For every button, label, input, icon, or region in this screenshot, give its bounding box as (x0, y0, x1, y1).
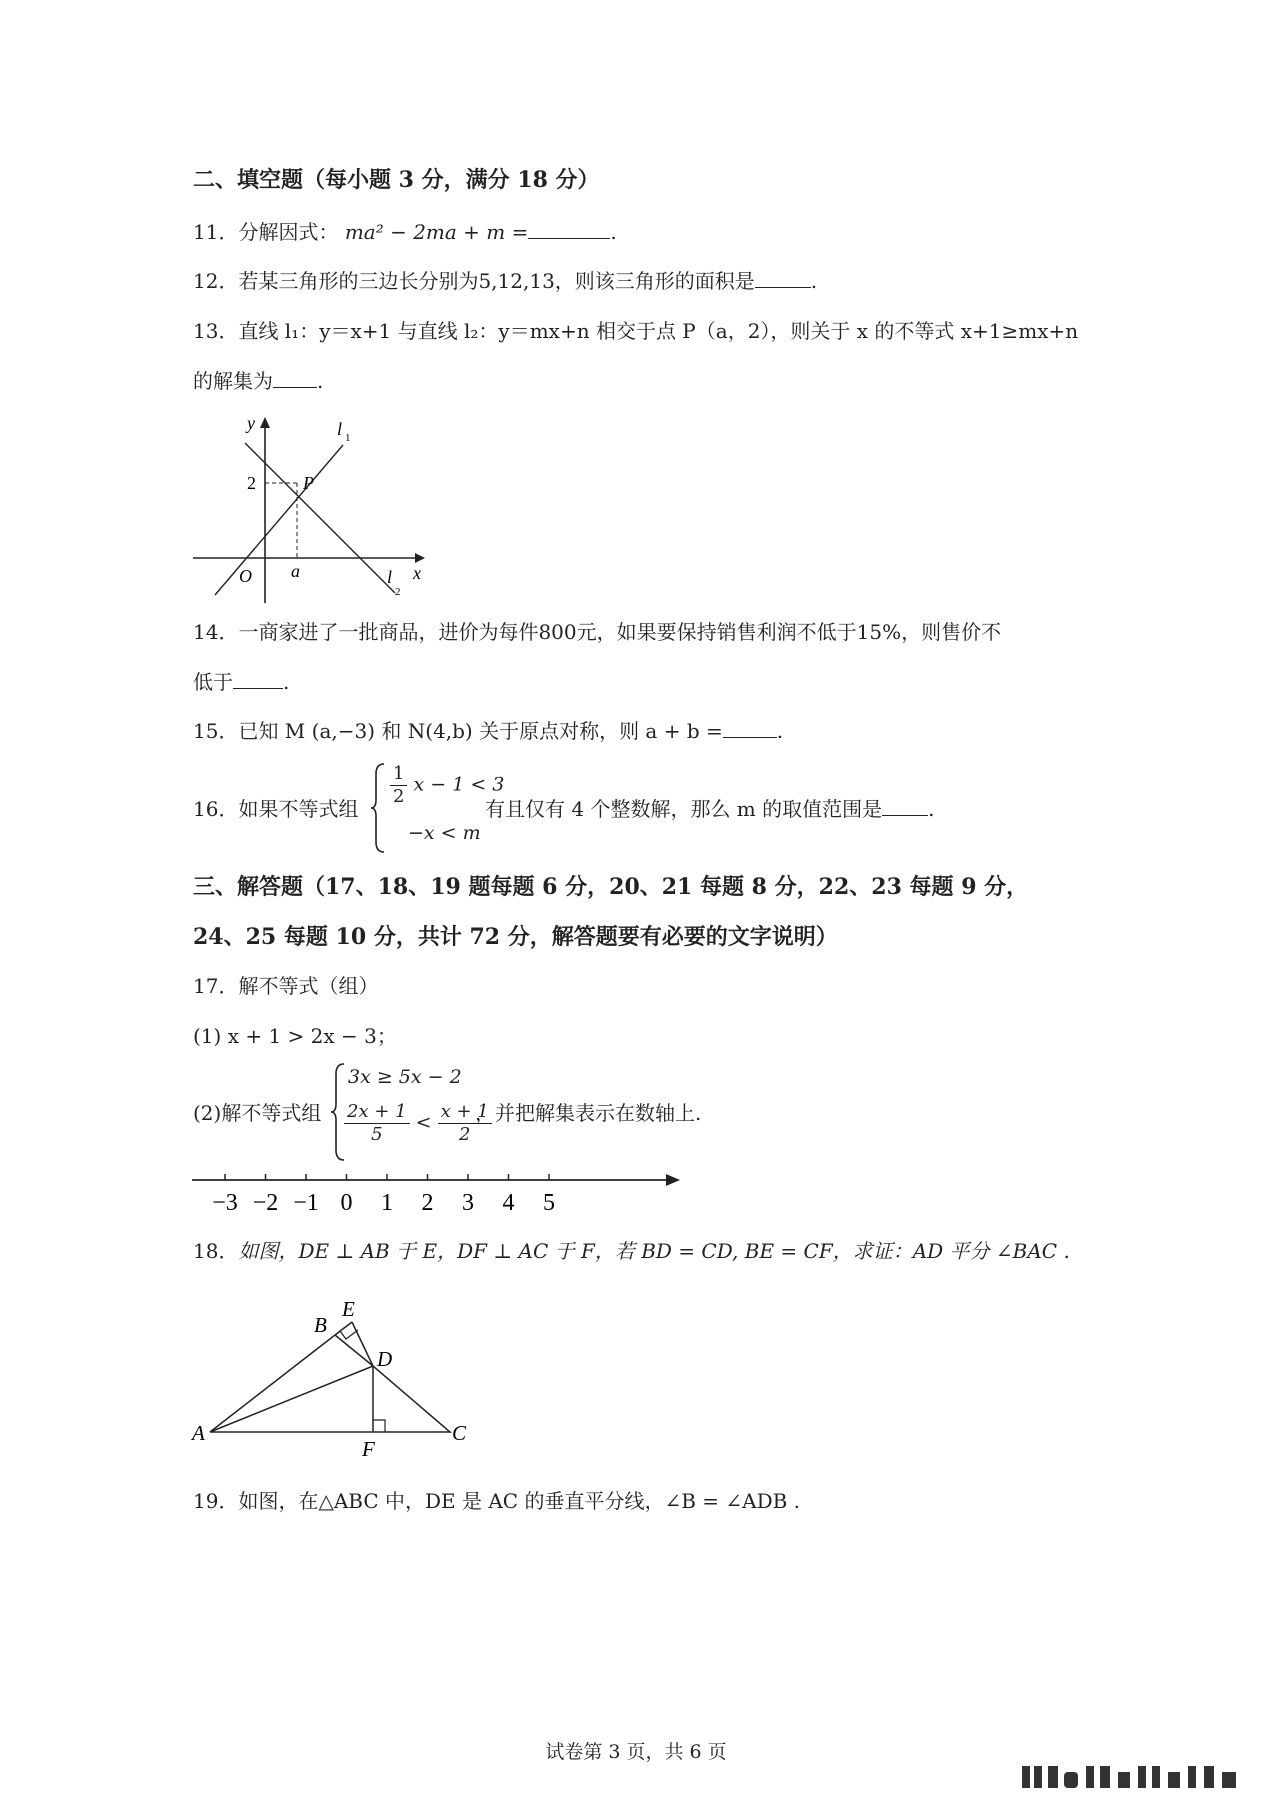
origin-label: O (239, 566, 252, 586)
number-line-arrow (666, 1174, 680, 1186)
q14-number: 14． (193, 620, 239, 644)
q15-period: . (776, 719, 784, 743)
vertex-b-label: B (314, 1313, 327, 1337)
segment-bd (335, 1335, 373, 1366)
q17-part-2-label: (2)解不等式组 (193, 1101, 322, 1125)
question-14-line-2 (193, 668, 289, 696)
corner-watermark-icon (1022, 1762, 1252, 1792)
x-axis-arrow (415, 553, 425, 563)
q13-text: 直线 l₁：y＝x+1 与直线 l₂：y＝mx+n 相交于点 P（a，2），则关于 x 的不等式 x+1≥mx+n (238, 319, 1079, 343)
triangle-adc (210, 1366, 450, 1432)
number-line-label: 1 (381, 1190, 393, 1216)
q11-number: 11． (193, 220, 239, 244)
question-18 (193, 1237, 1070, 1265)
q17-part-2-post: ，并把解集表示在数轴上. (475, 1101, 702, 1125)
q14-period: . (283, 670, 290, 694)
q13-text-2: 的解集为 (193, 369, 273, 393)
question-17 (193, 972, 378, 1000)
q17-number-line (190, 1160, 690, 1230)
q17-title: 解不等式（组） (238, 974, 379, 998)
tick-label-2: 2 (247, 473, 256, 493)
line-l2 (245, 443, 395, 593)
question-13-line-2 (193, 367, 323, 395)
question-11 (193, 218, 617, 246)
q17-fraction-1: $\frac{2x + 1}{5}$ (344, 1101, 410, 1146)
q14-answer-blank[interactable] (233, 670, 283, 689)
question-14-line-1 (193, 618, 1001, 646)
q16-post (485, 795, 934, 823)
q17-part-1: (1) x + 1 > 2x − 3； (193, 1024, 397, 1048)
l1-subscript: 1 (345, 432, 351, 444)
q13-period: . (317, 369, 324, 393)
x-axis-label: x (413, 563, 421, 583)
number-line-label: 4 (502, 1190, 515, 1216)
segment-be (335, 1322, 352, 1335)
vertex-f-label: F (362, 1437, 375, 1460)
q12-period: . (810, 269, 818, 293)
question-15 (193, 717, 783, 745)
q16-inequality-2: −x < m (408, 822, 481, 844)
q15-answer-blank[interactable] (723, 719, 777, 738)
q12-answer-blank[interactable] (755, 269, 811, 288)
q16-pre-text: 如果不等式组 (238, 797, 359, 821)
section-2-heading: 二、填空题（每小题 3 分，满分 18 分） (193, 167, 600, 193)
q16-answer-blank[interactable] (882, 797, 928, 816)
vertex-c-label: C (452, 1421, 467, 1445)
l2-label: l (387, 567, 393, 587)
question-16 (193, 795, 358, 823)
number-line-label: 0 (340, 1190, 353, 1216)
q18-text: 如图，DE ⊥ AB 于 E，DF ⊥ AC 于 F，若 BD = CD, BE = CF，求证：AD 平分 ∠BAC . (238, 1239, 1070, 1263)
question-19 (193, 1487, 800, 1515)
q11-answer-blank[interactable] (528, 220, 610, 239)
q13-number: 13． (193, 319, 239, 343)
y-axis-label: y (247, 413, 255, 433)
q18-triangle-figure (190, 1280, 500, 1460)
section-3-heading-line-1: 三、解答题（17、18、19 题每题 6 分，20、21 每题 8 分，22、23 每题 9 分， (193, 874, 1029, 900)
number-line-label: 3 (462, 1190, 474, 1216)
q11-text: 分解因式： (238, 220, 339, 244)
q16-brace (370, 762, 386, 854)
q16-period: . (928, 797, 935, 821)
question-12 (193, 267, 817, 295)
segment-ab (210, 1335, 335, 1432)
q19-number: 19． (193, 1489, 239, 1513)
q14-text: 一商家进了一批商品，进价为每件800元，如果要保持销售利润不低于15%，则售价不 (238, 620, 1002, 644)
q12-number: 12． (193, 269, 239, 293)
section-3-heading-line-2: 24、25 每题 10 分，共计 72 分，解答题要有必要的文字说明） (193, 924, 838, 950)
q15-number: 15． (193, 719, 239, 743)
q12-text: 若某三角形的三边长分别为5,12,13，则该三角形的面积是 (238, 269, 755, 293)
q17-less-than: < (415, 1111, 432, 1134)
right-angle-mark-f (373, 1420, 385, 1432)
vertex-a-label: A (192, 1421, 205, 1445)
q17-inequality-2 (344, 1101, 492, 1146)
q17-inequality-1: 3x ≥ 5x − 2 (348, 1066, 462, 1088)
number-line-label: −3 (212, 1190, 238, 1216)
q11-expression: ma² − 2ma + m = (344, 220, 529, 244)
l1-label: l (337, 419, 343, 439)
line-l1 (215, 445, 343, 595)
point-p-label: P (303, 473, 314, 493)
q16-ineq1-rest: x − 1 < 3 (413, 773, 505, 796)
number-line-label: 5 (543, 1190, 555, 1216)
number-line-label: −1 (293, 1190, 319, 1216)
q15-text: 已知 M (a,−3) 和 N(4,b) 关于原点对称，则 a + b = (238, 719, 723, 743)
point-a-label: a (291, 561, 300, 581)
q16-post-text: 有且仅有 4 个整数解，那么 m 的取值范围是 (485, 797, 883, 821)
right-angle-mark-e (340, 1330, 358, 1339)
number-line-label: −2 (252, 1190, 279, 1216)
q13-graph-figure (185, 405, 445, 605)
q14-text-2: 低于 (193, 670, 233, 694)
segment-ed (352, 1322, 373, 1366)
question-13-line-1 (193, 317, 1078, 345)
q18-number: 18． (193, 1239, 239, 1263)
l2-subscript: 2 (395, 586, 401, 598)
q17-number: 17． (193, 974, 239, 998)
page-footer: 试卷第 3 页，共 6 页 (545, 1741, 727, 1763)
vertex-e-label: E (342, 1297, 355, 1321)
q16-fraction-half: $\frac{1}{2}$ (390, 763, 407, 808)
number-line-label: 2 (421, 1190, 434, 1216)
q19-text: 如图，在△ABC 中，DE 是 AC 的垂直平分线，∠B = ∠ADB . (238, 1489, 801, 1513)
q17-fraction-2: $\frac{x + 1}{2}$ (438, 1101, 492, 1146)
q16-number: 16． (193, 797, 239, 821)
q13-answer-blank[interactable] (273, 369, 317, 388)
vertex-d-label: D (377, 1347, 393, 1371)
y-axis-arrow (260, 417, 270, 428)
q11-period: . (610, 220, 617, 244)
